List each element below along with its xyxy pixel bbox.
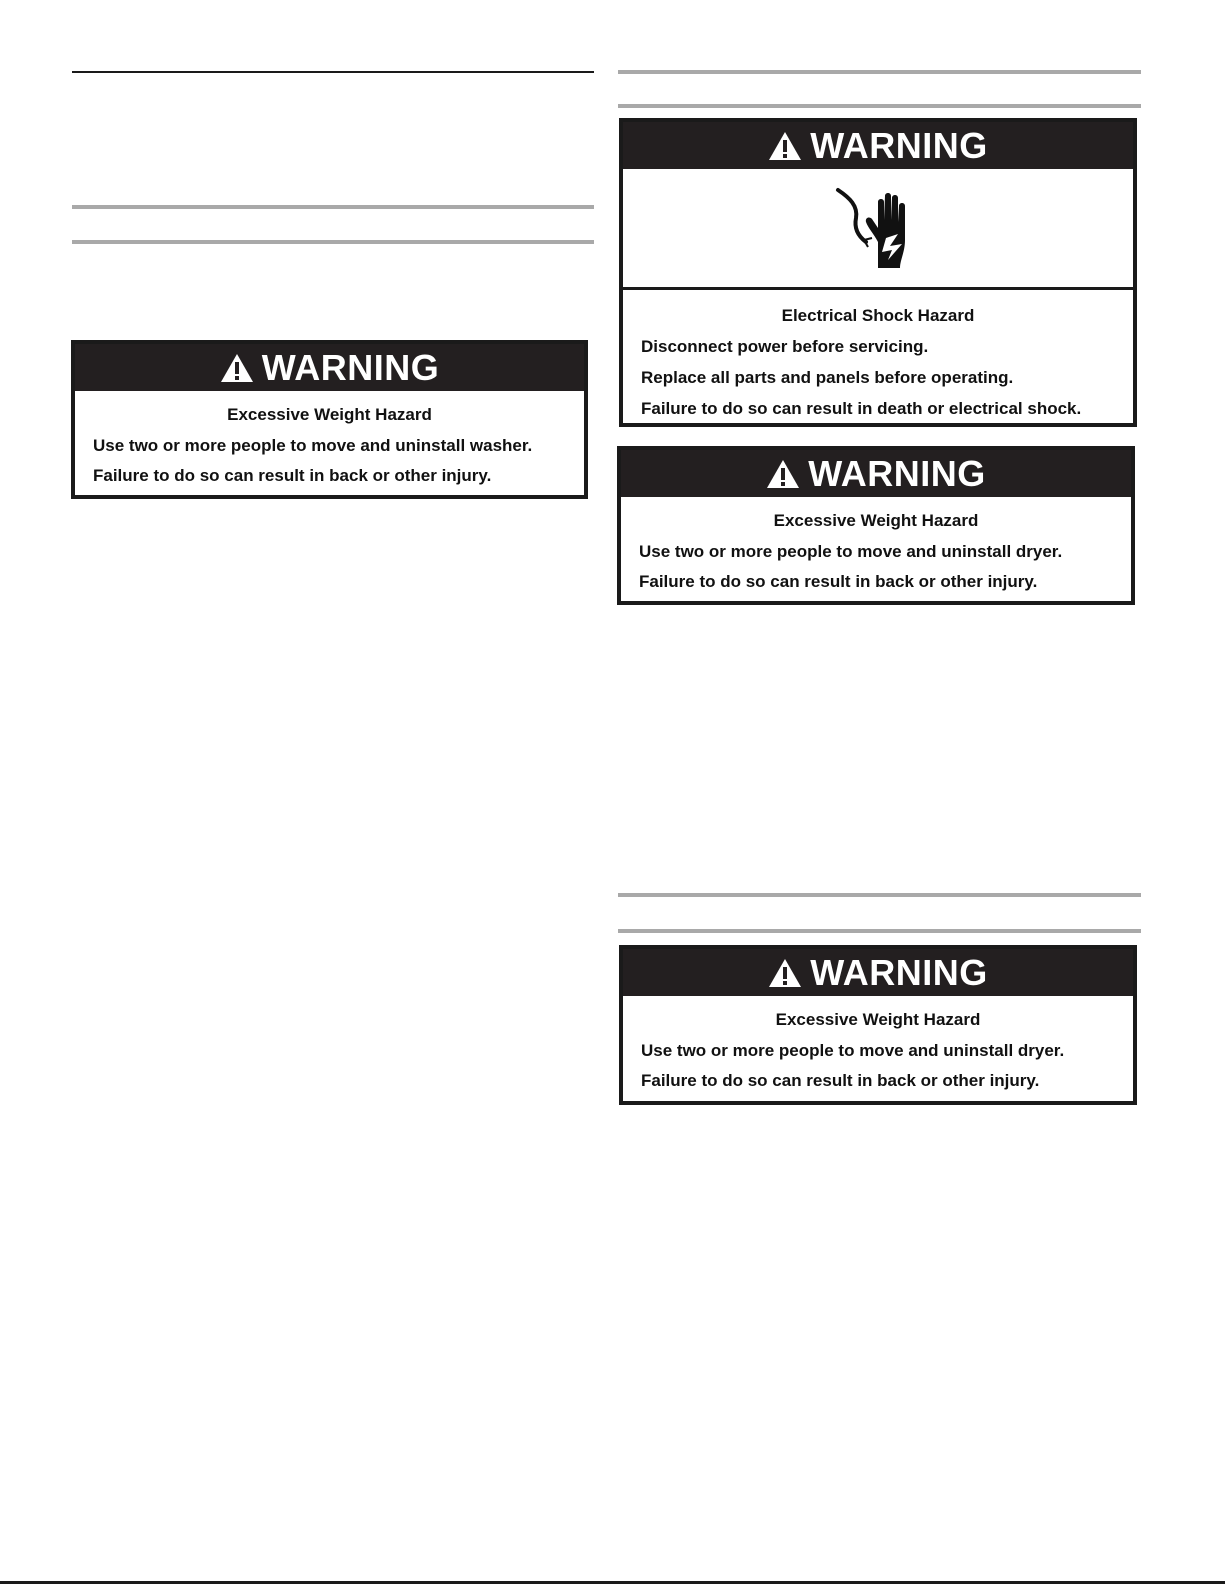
warning-header <box>623 122 1133 169</box>
warning-body <box>75 391 584 486</box>
warning-header-text: WARNING <box>261 346 440 388</box>
warning-triangle-icon <box>768 131 802 161</box>
section-rule-left-1 <box>72 205 594 209</box>
warning-triangle-icon <box>766 459 800 489</box>
hazard-line: Use two or more people to move and uninstall washer. <box>93 436 533 455</box>
warning-header-text: WARNING <box>810 951 988 993</box>
warning-header <box>623 949 1133 996</box>
dryer-weight-warning-2 <box>619 945 1137 1105</box>
page-footer-rule <box>0 1581 1225 1584</box>
hazard-line: Use two or more people to move and uninstall dryer. <box>639 542 1063 561</box>
warning-body <box>621 497 1131 592</box>
hazard-line: Failure to do so can result in back or other injury. <box>93 466 492 485</box>
warning-header <box>75 344 584 391</box>
warning-header <box>621 450 1131 497</box>
section-rule-top-left <box>72 71 594 73</box>
hazard-line: Use two or more people to move and uninstall dryer. <box>641 1041 1065 1060</box>
section-rule-left-2 <box>72 240 594 244</box>
hazard-line: Failure to do so can result in back or other injury. <box>639 572 1038 591</box>
electrical-shock-hand-icon <box>828 180 928 276</box>
hazard-title: Excessive Weight Hazard <box>227 405 432 424</box>
hazard-title: Excessive Weight Hazard <box>773 511 979 530</box>
hazard-title: Electrical Shock Hazard <box>781 306 975 325</box>
warning-triangle-icon <box>220 353 254 383</box>
hazard-line: Failure to do so can result in death or electrical shock. <box>641 399 1082 418</box>
section-rule-right-3 <box>618 893 1141 897</box>
washer-weight-warning <box>71 340 588 499</box>
warning-header-text: WARNING <box>808 452 986 494</box>
section-rule-right-2 <box>618 104 1141 108</box>
hazard-line: Failure to do so can result in back or other injury. <box>641 1071 1040 1090</box>
dryer-weight-warning-1 <box>617 446 1135 605</box>
section-rule-right-1 <box>618 70 1141 74</box>
warning-body <box>623 996 1133 1091</box>
hazard-line: Disconnect power before servicing. <box>641 337 929 356</box>
electrical-shock-warning <box>619 118 1137 427</box>
hazard-line: Replace all parts and panels before operating. <box>641 368 1014 387</box>
hazard-title: Excessive Weight Hazard <box>775 1010 981 1029</box>
section-rule-right-4 <box>618 929 1141 933</box>
warning-body <box>623 290 1133 419</box>
warning-triangle-icon <box>768 958 802 988</box>
warning-header-text: WARNING <box>810 124 988 166</box>
icon-area <box>623 169 1133 290</box>
